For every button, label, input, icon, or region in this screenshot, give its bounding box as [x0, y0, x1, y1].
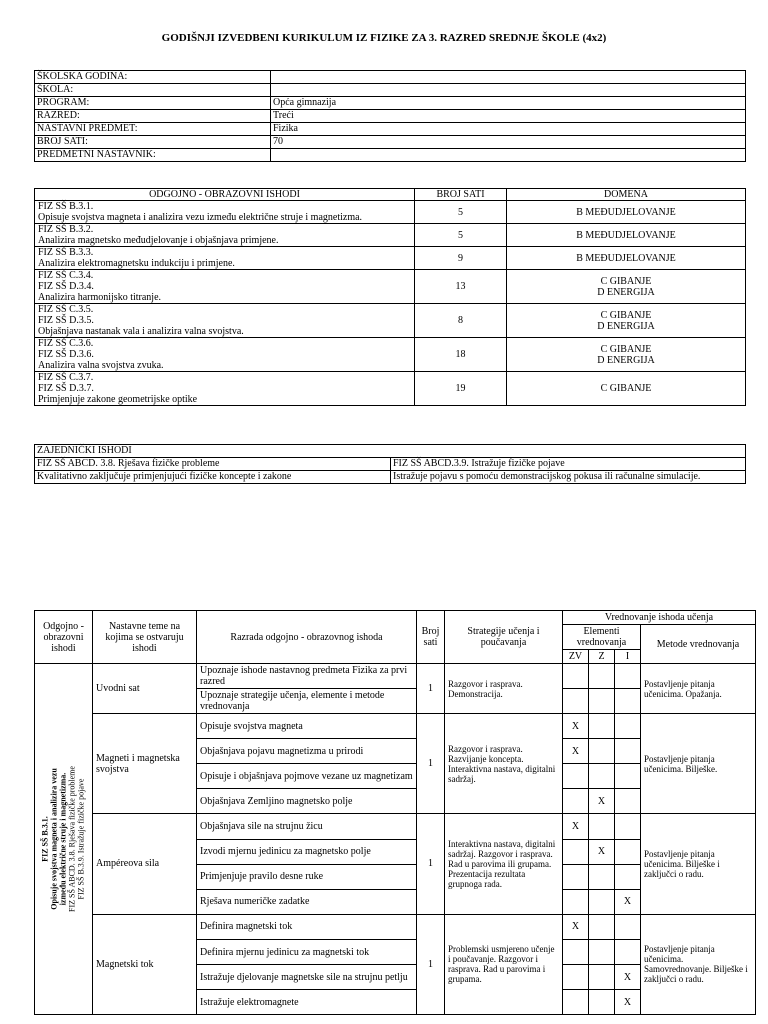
mark-i: [615, 839, 641, 864]
header-plan-methods: Metode vrednovanja: [641, 625, 756, 664]
info-row: [35, 136, 746, 149]
mark-z: [589, 739, 615, 764]
outcome-row: [35, 201, 746, 224]
info-row: [35, 149, 746, 162]
mark-i: X: [615, 990, 641, 1015]
outcome-code-2: FIZ SŠ D.3.7.: [38, 383, 94, 394]
info-label: PROGRAM:: [35, 97, 271, 110]
strategy-cell: Problemski usmjereno učenje i poučavanje. Razgovor i rasprava. Rad u parovima i grupama.: [445, 914, 563, 1014]
info-value: [271, 84, 746, 97]
elaboration-cell: Istražuje djelovanje magnetske sile na strujnu petlju: [197, 965, 417, 990]
elaboration-cell: Izvodi mjernu jedinicu za magnetsko polje: [197, 839, 417, 864]
outcome-domain: [507, 372, 746, 406]
outcome-cell: [35, 224, 415, 247]
page-title: GODIŠNJI IZVEDBENI KURIKULUM IZ FIZIKE ZA 3. RAZRED SREDNJE ŠKOLE (4x2): [161, 32, 607, 44]
header-plan-evaluation: Vrednovanje ishoda učenja: [563, 611, 756, 625]
elaboration-cell: Objašnjava sile na strujnu žicu: [197, 814, 417, 839]
outcome-cell: [35, 372, 415, 406]
topic-cell: Magnetski tok: [93, 914, 197, 1014]
domain-label-2: D ENERGIJA: [597, 286, 655, 298]
outcome-cell: [35, 304, 415, 338]
elaboration-cell: Upoznaje strategije učenja, elemente i metode vrednovanja: [197, 689, 417, 714]
rotated-outcomes-wrap: [35, 664, 90, 1014]
mark-i: [615, 689, 641, 714]
elaboration-cell: Objašnjava Zemljino magnetsko polje: [197, 789, 417, 814]
outcome-hours: 9: [415, 247, 507, 270]
strategy-cell: Razgovor i rasprava. Demonstracija.: [445, 664, 563, 714]
header-plan-i: I: [615, 650, 641, 664]
plan-table: [34, 610, 756, 1015]
outcome-domain: [507, 270, 746, 304]
header-plan-hours: Broj sati: [417, 611, 445, 664]
outcome-row: [35, 270, 746, 304]
mark-z: [589, 814, 615, 839]
header-plan-topics: Nastavne teme na kojima se ostvaruju ishodi: [93, 611, 197, 664]
mark-z: X: [589, 789, 615, 814]
plan-row: [35, 714, 756, 739]
mark-zv: [563, 965, 589, 990]
mark-i: [615, 764, 641, 789]
domain-label: C GIBANJE: [600, 309, 652, 321]
hours-cell: 1: [417, 814, 445, 914]
outcome-code-2: FIZ SŠ D.3.6.: [38, 349, 94, 360]
info-row: [35, 71, 746, 84]
rotated-line: FIZ SŠ B.3.9. Istražuje fizičke pojave: [76, 778, 85, 900]
mark-z: [589, 965, 615, 990]
outcome-domain: [507, 304, 746, 338]
mark-z: [589, 889, 615, 914]
school-info-table: [34, 70, 746, 162]
outcome-code: FIZ SŠ B.3.2.: [38, 224, 94, 235]
outcome-cell: [35, 201, 415, 224]
elaboration-cell: Opisuje svojstva magneta: [197, 714, 417, 739]
info-value: Treći: [271, 110, 746, 123]
domain-label-2: D ENERGIJA: [597, 354, 655, 366]
mark-i: [615, 814, 641, 839]
mark-i: X: [615, 889, 641, 914]
outcome-row: [35, 304, 746, 338]
info-row: [35, 123, 746, 136]
mark-z: [589, 764, 615, 789]
outcome-code-2: FIZ SŠ D.3.4.: [38, 281, 94, 292]
rotated-line: FIZ SŠ ABCD. 3.8. Rješava fizičke probleme: [67, 766, 76, 912]
header-outcomes: ODGOJNO - OBRAZOVNI ISHODI: [35, 189, 415, 201]
info-value: Fizika: [271, 123, 746, 136]
hours-cell: 1: [417, 664, 445, 714]
elaboration-cell: Istražuje elektromagnete: [197, 990, 417, 1015]
common-right-code: FIZ SŠ ABCD.3.9. Istražuje fizičke pojave: [391, 458, 746, 471]
outcome-hours: 18: [415, 338, 507, 372]
mark-zv: X: [563, 714, 589, 739]
topic-cell: Magneti i magnetska svojstva: [93, 714, 197, 814]
outcome-text: Opisuje svojstva magneta i analizira vezu između električne struje i magnetizma.: [38, 212, 363, 223]
mark-z: [589, 940, 615, 965]
mark-z: [589, 990, 615, 1015]
header-plan-elaboration: Razrada odgojno - obrazovnog ishoda: [197, 611, 417, 664]
elaboration-cell: Definira mjernu jedinicu za magnetski tok: [197, 940, 417, 965]
mark-z: [589, 714, 615, 739]
rotated-line: FIZ SŠ B.3.1.: [40, 816, 49, 862]
outcome-text: Analizira elektromagnetsku indukciju i primjene.: [38, 258, 235, 269]
header-domain: DOMENA: [507, 189, 746, 201]
common-header: ZAJEDNIČKI ISHODI: [35, 445, 746, 458]
elaboration-cell: Primjenjuje pravilo desne ruke: [197, 864, 417, 889]
outcome-text: Primjenjuje zakone geometrijske optike: [38, 394, 198, 405]
elaboration-cell: Objašnjava pojavu magnetizma u prirodi: [197, 739, 417, 764]
mark-zv: [563, 940, 589, 965]
outcome-hours: 5: [415, 224, 507, 247]
info-label: NASTAVNI PREDMET:: [35, 123, 271, 136]
outcome-domain: [507, 201, 746, 224]
elaboration-cell: Definira magnetski tok: [197, 914, 417, 939]
outcome-domain: [507, 247, 746, 270]
mark-zv: [563, 889, 589, 914]
info-row: [35, 110, 746, 123]
topic-cell: Uvodni sat: [93, 664, 197, 714]
outcome-text: Analizira harmonijsko titranje.: [38, 292, 162, 303]
plan-row: [35, 914, 756, 939]
elaboration-cell: Rješava numeričke zadatke: [197, 889, 417, 914]
header-plan-strategies: Strategije učenja i poučavanja: [445, 611, 563, 664]
mark-zv: [563, 839, 589, 864]
info-label: PREDMETNI NASTAVNIK:: [35, 149, 271, 162]
mark-zv: [563, 664, 589, 689]
topic-cell: Ampéreova sila: [93, 814, 197, 914]
outcome-hours: 5: [415, 201, 507, 224]
methods-cell: Postavljenje pitanja učenicima. Bilješke.: [641, 714, 756, 814]
outcome-row: [35, 372, 746, 406]
outcome-hours: 13: [415, 270, 507, 304]
mark-i: [615, 714, 641, 739]
mark-z: X: [589, 839, 615, 864]
domain-label: B MEĐUDJELOVANJE: [576, 206, 676, 218]
header-hours: BROJ SATI: [415, 189, 507, 201]
strategy-cell: Interaktivna nastava, digitalni sadržaj. Razgovor i rasprava. Rad u parovima ili grupama. Prezentacija rezultata grupnoga rada.: [445, 814, 563, 914]
mark-i: [615, 664, 641, 689]
mark-zv: [563, 764, 589, 789]
hours-cell: 1: [417, 714, 445, 814]
outcomes-table: [34, 188, 746, 406]
info-row: [35, 84, 746, 97]
mark-zv: [563, 990, 589, 1015]
mark-i: [615, 940, 641, 965]
info-row: [35, 97, 746, 110]
elaboration-cell: Opisuje i objašnjava pojmove vezane uz magnetizam: [197, 764, 417, 789]
outcome-code: FIZ SŠ C.3.6.: [38, 338, 94, 349]
domain-label: B MEĐUDJELOVANJE: [576, 229, 676, 241]
methods-cell: Postavljenje pitanja učenicima. Bilješke i zaključci o radu.: [641, 814, 756, 914]
mark-zv: [563, 789, 589, 814]
mark-zv: X: [563, 914, 589, 939]
common-left-code: FIZ SŠ ABCD. 3.8. Rješava fizičke probleme: [35, 458, 391, 471]
domain-label: C GIBANJE: [600, 343, 652, 355]
info-value: 70: [271, 136, 746, 149]
info-value: [271, 71, 746, 84]
outcome-code: FIZ SŠ C.3.5.: [38, 304, 94, 315]
mark-z: [589, 664, 615, 689]
mark-i: [615, 914, 641, 939]
info-label: BROJ SATI:: [35, 136, 271, 149]
outcome-domain: [507, 224, 746, 247]
domain-label: B MEĐUDJELOVANJE: [576, 252, 676, 264]
rotated-line: Opisuje svojstva magneta i analizira vezu: [49, 768, 58, 910]
header-plan-zv: ZV: [563, 650, 589, 664]
outcome-cell: [35, 270, 415, 304]
mark-i: X: [615, 965, 641, 990]
mark-zv: [563, 689, 589, 714]
plan-row: [35, 664, 756, 689]
outcome-code: FIZ SŠ C.3.4.: [38, 270, 94, 281]
outcome-code: FIZ SŠ B.3.3.: [38, 247, 94, 258]
rotated-outcomes-text: [40, 669, 85, 1009]
mark-zv: [563, 864, 589, 889]
domain-label: C GIBANJE: [600, 383, 652, 394]
mark-zv: X: [563, 814, 589, 839]
elaboration-cell: Upoznaje ishode nastavnog predmeta Fizika za prvi razred: [197, 664, 417, 689]
outcome-code: FIZ SŠ C.3.7.: [38, 372, 94, 383]
outcome-hours: 19: [415, 372, 507, 406]
strategy-cell: Razgovor i rasprava. Razvijanje koncepta. Interaktivna nastava, digitalni sadržaj.: [445, 714, 563, 814]
rotated-outcomes-cell: [35, 664, 93, 1015]
methods-cell: Postavljenje pitanja učenicima. Samovrednovanje. Bilješke i zaključci o radu.: [641, 914, 756, 1014]
header-plan-elements: Elementi vrednovanja: [563, 625, 641, 650]
outcome-hours: 8: [415, 304, 507, 338]
common-outcomes-table: [34, 444, 746, 484]
info-label: ŠKOLSKA GODINA:: [35, 71, 271, 84]
outcome-cell: [35, 247, 415, 270]
methods-cell: Postavljenje pitanja učenicima. Opažanja.: [641, 664, 756, 714]
common-right-text: Istražuje pojavu s pomoću demonstracijskog pokusa ili računalne simulacije.: [391, 471, 746, 484]
mark-i: [615, 739, 641, 764]
hours-cell: 1: [417, 914, 445, 1014]
header-plan-z: Z: [589, 650, 615, 664]
outcome-cell: [35, 338, 415, 372]
outcome-text: Analizira magnetsko međudjelovanje i objašnjava primjene.: [38, 235, 279, 246]
mark-i: [615, 864, 641, 889]
info-label: RAZRED:: [35, 110, 271, 123]
outcome-code-2: FIZ SŠ D.3.5.: [38, 315, 94, 326]
rotated-line: između električne struje i magnetizma.: [58, 772, 67, 906]
outcome-row: [35, 247, 746, 270]
outcome-domain: [507, 338, 746, 372]
outcome-row: [35, 338, 746, 372]
common-left-text: Kvalitativno zaključuje primjenjujući fizičke koncepte i zakone: [35, 471, 391, 484]
info-value: Opća gimnazija: [271, 97, 746, 110]
mark-z: [589, 689, 615, 714]
mark-z: [589, 864, 615, 889]
outcome-text: Analizira valna svojstva zvuka.: [38, 360, 164, 371]
info-value: [271, 149, 746, 162]
domain-label: C GIBANJE: [600, 275, 652, 287]
outcome-text: Objašnjava nastanak vala i analizira valna svojstva.: [38, 326, 244, 337]
mark-zv: X: [563, 739, 589, 764]
mark-i: [615, 789, 641, 814]
plan-row: [35, 814, 756, 839]
domain-label-2: D ENERGIJA: [597, 320, 655, 332]
outcome-code: FIZ SŠ B.3.1.: [38, 201, 94, 212]
info-label: ŠKOLA:: [35, 84, 271, 97]
header-plan-outcomes: Odgojno - obrazovni ishodi: [35, 611, 93, 664]
outcome-row: [35, 224, 746, 247]
mark-z: [589, 914, 615, 939]
